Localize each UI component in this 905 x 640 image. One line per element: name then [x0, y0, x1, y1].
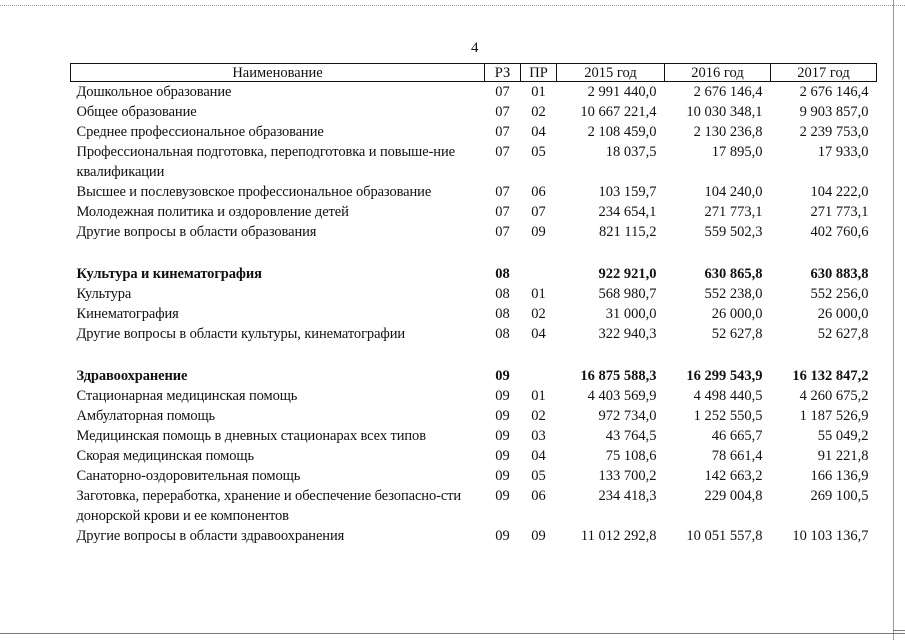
header-2015: 2015 год	[557, 64, 665, 82]
cell-name: Кинематография	[76, 306, 179, 322]
table-row	[71, 466, 877, 486]
section-row	[71, 366, 877, 386]
table-row	[71, 284, 877, 304]
cell-2015: 568 980,7	[598, 286, 657, 302]
header-rz: РЗ	[485, 64, 521, 82]
cell-name: Дошкольное образование	[76, 84, 232, 100]
cell-pr: 03	[531, 428, 546, 444]
cell-2017: 17 933,0	[817, 144, 869, 160]
cell-rz: 07	[495, 84, 510, 100]
table-row	[71, 406, 877, 426]
spacer-row	[71, 344, 877, 366]
table-row	[71, 102, 877, 122]
cell-pr: 01	[531, 84, 546, 100]
cell-name: Амбулаторная помощь	[76, 408, 216, 424]
cell-2015: 821 115,2	[599, 224, 657, 240]
cell-2017: 1 187 526,9	[799, 408, 869, 424]
cell-pr: 07	[531, 204, 546, 220]
header-2017: 2017 год	[771, 64, 877, 82]
cell-name: Общее образование	[76, 104, 197, 120]
table-row	[71, 202, 877, 222]
cell-rz: 07	[495, 224, 510, 240]
table-row	[71, 426, 877, 446]
cell-2016: 559 502,3	[704, 224, 763, 240]
cell-2017: 269 100,5	[810, 488, 869, 504]
cell-2016: 10 051 557,8	[686, 528, 763, 544]
cell-name: Стационарная медицинская помощь	[76, 388, 298, 404]
cell-2016: 142 663,2	[704, 468, 763, 484]
cell-2016: 1 252 550,5	[693, 408, 763, 424]
cell-name: Другие вопросы в области образования	[76, 224, 317, 240]
cell-rz: 09	[495, 368, 510, 384]
cell-2015: 972 734,0	[598, 408, 657, 424]
cell-2015: 43 764,5	[605, 428, 657, 444]
cell-pr: 04	[531, 124, 546, 140]
cell-pr: 02	[531, 104, 546, 120]
cell-pr: 09	[531, 528, 546, 544]
cell-2016: 46 665,7	[711, 428, 763, 444]
cell-2016: 2 676 146,4	[693, 84, 763, 100]
cell-2016: 271 773,1	[704, 204, 763, 220]
cell-name: Высшее и послевузовское профессиональное образование	[76, 184, 432, 200]
cell-2016: 229 004,8	[704, 488, 763, 504]
cell-name: Другие вопросы в области культуры, кинематографии	[76, 326, 406, 342]
cell-pr: 05	[531, 468, 546, 484]
cell-2015: 133 700,2	[598, 468, 657, 484]
cell-2015: 18 037,5	[605, 144, 657, 160]
cell-2017: 2 239 753,0	[799, 124, 869, 140]
header-pr: ПР	[521, 64, 557, 82]
cell-2015: 922 921,0	[598, 266, 657, 282]
cell-pr: 06	[531, 184, 546, 200]
cell-name: Культура и кинематография	[76, 266, 262, 282]
table-row	[71, 526, 877, 546]
cell-2016: 104 240,0	[704, 184, 763, 200]
table-row	[71, 446, 877, 466]
table-row	[71, 142, 877, 182]
cell-rz: 07	[495, 144, 510, 160]
cell-2015: 16 875 588,3	[580, 368, 657, 384]
cell-pr: 05	[531, 144, 546, 160]
cell-2015: 234 418,3	[598, 488, 657, 504]
table-row	[71, 324, 877, 344]
section-row	[71, 264, 877, 284]
cell-2017: 2 676 146,4	[799, 84, 869, 100]
scan-edge-corner	[893, 630, 905, 631]
cell-pr: 09	[531, 224, 546, 240]
cell-pr: 04	[531, 326, 546, 342]
table-row	[71, 182, 877, 202]
cell-2016: 26 000,0	[711, 306, 763, 322]
cell-2015: 234 654,1	[598, 204, 657, 220]
cell-rz: 09	[495, 388, 510, 404]
cell-2016: 2 130 236,8	[693, 124, 763, 140]
cell-2017: 402 760,6	[810, 224, 869, 240]
cell-2017: 4 260 675,2	[799, 388, 869, 404]
cell-2016: 552 238,0	[704, 286, 763, 302]
cell-pr	[521, 366, 557, 386]
scan-edge-bottom	[0, 633, 905, 634]
cell-2015: 2 991 440,0	[587, 84, 657, 100]
scan-edge-top	[0, 5, 905, 6]
cell-name: Здравоохранение	[76, 368, 188, 384]
cell-pr: 02	[531, 408, 546, 424]
cell-rz: 08	[495, 286, 510, 302]
cell-pr: 06	[531, 488, 546, 504]
table-row	[71, 386, 877, 406]
cell-pr	[521, 264, 557, 284]
cell-rz: 09	[495, 528, 510, 544]
table-row	[71, 222, 877, 242]
cell-rz: 08	[495, 266, 510, 282]
cell-2017: 55 049,2	[817, 428, 869, 444]
cell-2015: 75 108,6	[605, 448, 657, 464]
cell-rz: 08	[495, 306, 510, 322]
table-header	[71, 64, 877, 82]
cell-2016: 52 627,8	[711, 326, 763, 342]
header-2016: 2016 год	[665, 64, 771, 82]
cell-rz: 07	[495, 204, 510, 220]
spacer-cell	[71, 242, 877, 264]
cell-name: Заготовка, переработка, хранение и обеспечение безопасно-сти донорской крови и ее компонентов	[76, 488, 462, 524]
table-row	[71, 486, 877, 526]
cell-2017: 271 773,1	[810, 204, 869, 220]
cell-2015: 2 108 459,0	[587, 124, 657, 140]
cell-2017: 552 256,0	[810, 286, 869, 302]
header-name: Наименование	[71, 64, 485, 82]
cell-2015: 10 667 221,4	[580, 104, 657, 120]
spacer-row	[71, 242, 877, 264]
cell-2015: 4 403 569,9	[587, 388, 657, 404]
cell-name: Профессиональная подготовка, переподготовка и повыше-ние квалификации	[76, 144, 455, 180]
cell-2016: 10 030 348,1	[686, 104, 763, 120]
cell-2015: 11 012 292,8	[580, 528, 657, 544]
cell-rz: 09	[495, 488, 510, 504]
table-row	[71, 122, 877, 142]
cell-rz: 07	[495, 104, 510, 120]
cell-rz: 07	[495, 184, 510, 200]
cell-2017: 52 627,8	[817, 326, 869, 342]
cell-rz: 09	[495, 408, 510, 424]
cell-name: Среднее профессиональное образование	[76, 124, 324, 140]
cell-2017: 26 000,0	[817, 306, 869, 322]
cell-rz: 09	[495, 448, 510, 464]
cell-rz: 09	[495, 468, 510, 484]
scan-edge-right	[893, 0, 894, 640]
spacer-cell	[71, 344, 877, 366]
cell-2016: 17 895,0	[711, 144, 763, 160]
cell-name: Другие вопросы в области здравоохранения	[76, 528, 345, 544]
cell-2017: 16 132 847,2	[792, 368, 869, 384]
page-number: 4	[471, 40, 479, 56]
cell-2017: 166 136,9	[810, 468, 869, 484]
cell-rz: 07	[495, 124, 510, 140]
cell-2016: 78 661,4	[711, 448, 763, 464]
cell-rz: 09	[495, 428, 510, 444]
cell-name: Медицинская помощь в дневных стационарах всех типов	[76, 428, 426, 444]
cell-2016: 4 498 440,5	[693, 388, 763, 404]
cell-2016: 630 865,8	[704, 266, 763, 282]
cell-2016: 16 299 543,9	[686, 368, 763, 384]
cell-pr: 01	[531, 388, 546, 404]
cell-2017: 9 903 857,0	[799, 104, 869, 120]
budget-table	[70, 63, 877, 546]
cell-name: Скорая медицинская помощь	[76, 448, 254, 464]
cell-2015: 103 159,7	[598, 184, 657, 200]
table-row	[71, 82, 877, 103]
cell-2017: 104 222,0	[810, 184, 869, 200]
table-body	[71, 82, 877, 547]
cell-pr: 04	[531, 448, 546, 464]
cell-2017: 10 103 136,7	[792, 528, 869, 544]
table-row	[71, 304, 877, 324]
cell-pr: 01	[531, 286, 546, 302]
cell-2017: 630 883,8	[810, 266, 869, 282]
cell-name: Санаторно-оздоровительная помощь	[76, 468, 301, 484]
cell-name: Культура	[76, 286, 132, 302]
cell-2015: 322 940,3	[598, 326, 657, 342]
cell-name: Молодежная политика и оздоровление детей	[76, 204, 349, 220]
cell-pr: 02	[531, 306, 546, 322]
cell-2015: 31 000,0	[605, 306, 657, 322]
cell-rz: 08	[495, 326, 510, 342]
cell-2017: 91 221,8	[817, 448, 869, 464]
